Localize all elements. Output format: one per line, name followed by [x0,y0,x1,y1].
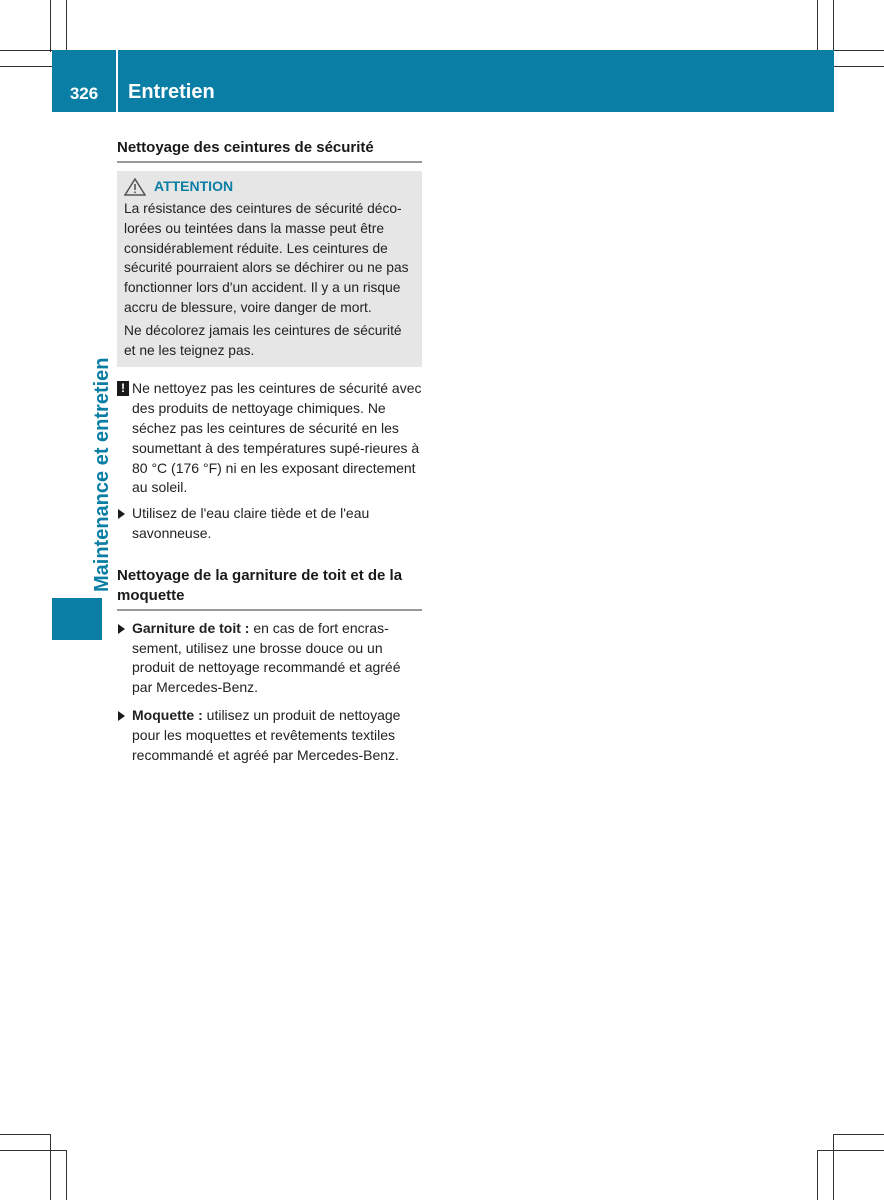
side-tab-marker [52,598,102,640]
note-text: Ne nettoyez pas les ceintures de sécurité avec des produits de nettoyage chimiques. Ne séchez pas les ceintures de sécurité en les soumettant à des températures supé-rieures à 80 °C (176 °F) ni en les exposant directement au soleil. [132,380,422,496]
list-item-label: Moquette : [132,706,203,723]
warning-paragraph: Ne décolorez jamais les ceintures de sécurité et ne les teignez pas. [124,322,402,358]
crop-mark [833,1134,884,1135]
heading-seatbelts: Nettoyage des ceintures de sécurité [117,138,422,163]
crop-mark [817,1150,818,1200]
crop-mark [0,50,52,51]
warning-header [124,175,416,199]
list-item-label: Garniture de toit : [132,619,250,636]
bullet-arrow-icon [118,711,125,721]
header-divider [116,50,118,112]
crop-mark [66,0,67,52]
crop-mark [833,66,884,67]
crop-mark [0,1150,67,1151]
bullet-arrow-icon [118,624,125,634]
warning-box [117,171,422,367]
page-number: 326 [69,84,99,103]
bullet-arrow-icon [118,509,125,519]
crop-mark [66,1150,67,1200]
crop-mark [0,1134,51,1135]
crop-mark [50,1134,51,1200]
section-title: Entretien [128,81,215,103]
crop-mark [50,0,51,52]
side-tab-label: Maintenance et entretien [91,357,113,592]
list-item-text: utilisez un produit de nettoyage pour les moquettes et revêtements textiles recommandé et agréé par Mercedes-Benz. [132,706,401,763]
warning-paragraph: La résistance des ceintures de sécurité déco-lorées ou teintées dans la masse peut être considérablement réduite. Les ceintures de sécurité pourraient alors se déchirer ou ne pas fonctionner lors d'un accident. Il y a un risque accru de blessure, voire danger de mort. [124,201,409,315]
list-item [117,706,422,765]
list-item-text: Utilisez de l'eau claire tiède et de l'eau savonneuse. [132,505,370,541]
warning-triangle-icon [124,178,146,196]
crop-mark [833,0,834,52]
heading-headliner: Nettoyage de la garniture de toit et de la moquette [117,566,422,611]
crop-mark [833,1134,834,1200]
content-column [117,138,422,765]
list-item-text: en cas de fort encras-sement, utilisez une brosse douce ou un produit de nettoyage recommandé et agréé par Mercedes-Benz. [132,619,401,696]
list-item [117,504,422,544]
crop-mark [833,50,884,51]
list-item [117,619,422,698]
note-item [117,379,422,498]
crop-mark [0,66,52,67]
exclamation-icon: ! [117,381,129,396]
crop-mark [817,1150,884,1151]
crop-mark [817,0,818,52]
warning-title: ATTENTION [154,178,234,195]
